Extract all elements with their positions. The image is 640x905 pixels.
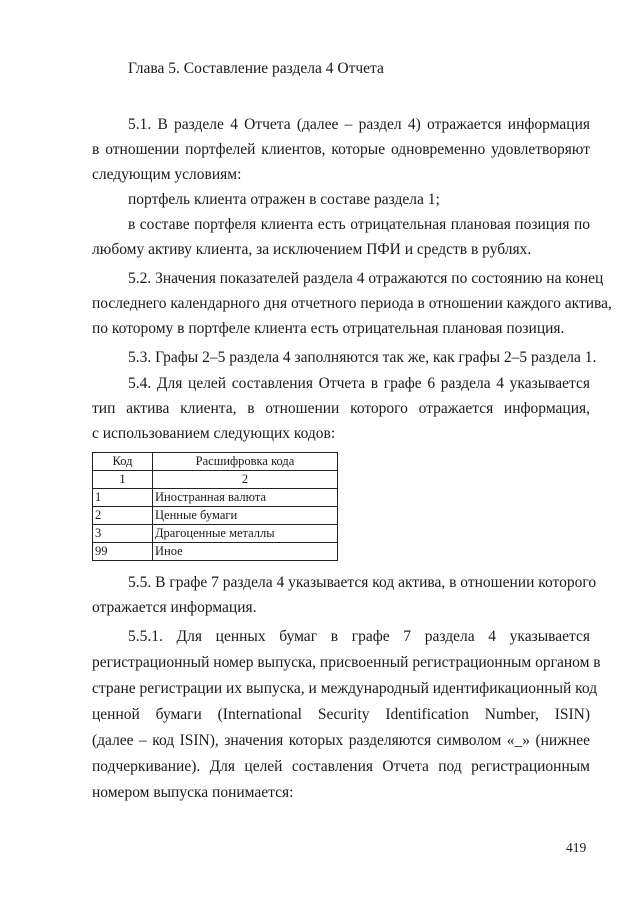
paragraph-line: портфель клиента отражен в составе раздела 1; <box>128 191 440 208</box>
paragraph-line: 5.5. В графе 7 раздела 4 указывается код актива, в отношении которого <box>128 574 597 591</box>
paragraph-line: 5.5.1. Для ценных бумаг в графе 7 раздела 4 указывается <box>128 628 590 645</box>
table-cell: Иностранная валюта <box>153 489 338 507</box>
codes-table <box>92 452 338 561</box>
table-row <box>93 543 338 561</box>
paragraph-line: тип актива клиента, в отношении которого отражается информация, <box>92 400 590 417</box>
paragraph-line: 5.2. Значения показателей раздела 4 отражаются по состоянию на конец <box>128 270 604 287</box>
paragraph-line: стране регистрации их выпуска, и международный идентификационный код <box>92 680 598 697</box>
paragraph-line: (далее – код ISIN), значения которых разделяются символом «_» (нижнее <box>92 732 590 749</box>
paragraph-line: подчеркивание). Для целей составления Отчета под регистрационным <box>92 758 590 775</box>
table-cell: 99 <box>93 543 153 561</box>
table-cell: 2 <box>93 507 153 525</box>
table-cell: Драгоценные металлы <box>153 525 338 543</box>
table-row <box>93 525 338 543</box>
paragraph-line: в составе портфеля клиента есть отрицательная плановая позиция по <box>128 216 590 233</box>
paragraph-line: регистрационный номер выпуска, присвоенный регистрационным органом в <box>92 654 601 671</box>
table-row <box>93 489 338 507</box>
paragraph-line: 5.4. Для целей составления Отчета в графе 6 раздела 4 указывается <box>128 375 590 392</box>
paragraph-line: 5.1. В разделе 4 Отчета (далее – раздел 4) отражается информация <box>128 116 590 133</box>
paragraph-line: ценной бумаги (International Security Identification Number, ISIN) <box>92 706 590 723</box>
table-cell: 3 <box>93 525 153 543</box>
paragraph-line: последнего календарного дня отчетного периода в отношении каждого актива, <box>92 295 612 312</box>
table-cell: Иное <box>153 543 338 561</box>
table-cell: 1 <box>93 471 153 489</box>
table-cell: Ценные бумаги <box>153 507 338 525</box>
table-header-cell: Код <box>93 453 153 471</box>
page-number: 419 <box>566 840 587 855</box>
table-cell: 2 <box>153 471 338 489</box>
paragraph-line: 5.3. Графы 2–5 раздела 4 заполняются так же, как графы 2–5 раздела 1. <box>128 349 597 366</box>
table-cell: 1 <box>93 489 153 507</box>
paragraph-line: любому активу клиента, за исключением ПФИ и средств в рублях. <box>92 241 532 258</box>
paragraph-line: по которому в портфеле клиента есть отрицательная плановая позиция. <box>92 320 565 337</box>
paragraph-line: с использованием следующих кодов: <box>92 425 336 442</box>
table-number-row <box>93 471 338 489</box>
paragraph-line: отражается информация. <box>92 599 257 616</box>
paragraph-line: в отношении портфелей клиентов, которые одновременно удовлетворяют <box>92 141 590 158</box>
table-header-cell: Расшифровка кода <box>153 453 338 471</box>
paragraph-line: номером выпуска понимается: <box>92 784 294 801</box>
paragraph-line: следующим условиям: <box>92 166 242 183</box>
table-row <box>93 507 338 525</box>
table-header-row <box>93 453 338 471</box>
chapter-heading: Глава 5. Составление раздела 4 Отчета <box>128 60 384 77</box>
